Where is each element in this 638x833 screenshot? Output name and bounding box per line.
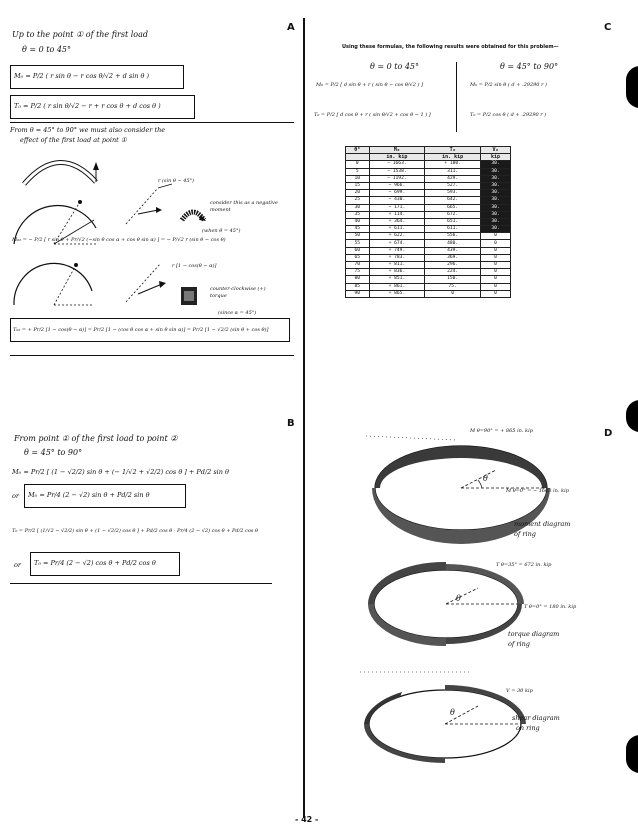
section-a-eq-m: M₀ = P/2 ( r sin θ − r cos θ/√2 + d sin θ ) — [14, 72, 150, 80]
shear-caption-1: shear diagram — [512, 714, 560, 722]
moment-min-label — [506, 488, 569, 494]
table-cell: 30. — [481, 168, 511, 175]
section-a-eq-t: T₀ = P/2 ( r sin θ/√2 − r + r cos θ + d cos θ ) — [14, 102, 161, 110]
table-cell: 480. — [425, 240, 481, 247]
note-counter-clockwise: counter-clockwise (+) torque — [210, 286, 266, 299]
table-cell: 150. — [425, 276, 481, 283]
torque-max-unit: in. kip — [535, 562, 552, 568]
torque-block-icon — [178, 284, 200, 308]
table-cell: 369. — [425, 254, 481, 261]
table-cell: 0 — [481, 262, 511, 269]
shear-unit: kip — [524, 688, 533, 694]
table-cell: 30. — [481, 175, 511, 182]
table-cell: 593. — [425, 190, 481, 197]
table-cell: 75. — [425, 283, 481, 290]
table-row — [346, 175, 511, 182]
table-row — [346, 204, 511, 211]
torque-caption-2: of ring — [508, 640, 530, 648]
section-b-eq-m-boxed: M₀ = Pr/4 (2 − √2) sin θ + Pd/2 sin θ — [28, 491, 150, 499]
note-when-theta: (when θ = 45°) — [202, 228, 241, 234]
torque-theta-symbol: θ — [456, 594, 461, 603]
note-since-alpha: (since α = 45°) — [218, 310, 257, 316]
table-cell: 50 — [346, 233, 370, 240]
table-cell: 40 — [346, 218, 370, 225]
table-cell: + 622. — [369, 233, 425, 240]
rule-a-mid — [10, 122, 294, 123]
torque-min-unit: in. kip — [560, 604, 577, 610]
table-cell: − 430. — [369, 197, 425, 204]
table-cell: + 851. — [369, 276, 425, 283]
table-cell: + 180. — [425, 161, 481, 168]
table-cell: − 966. — [369, 182, 425, 189]
rule-b-bottom — [10, 583, 272, 584]
table-cell: 0 — [346, 161, 370, 168]
table-cell: 30. — [481, 218, 511, 225]
ring-segment-sketch — [20, 148, 100, 188]
moment-min-unit: in. kip — [553, 488, 569, 494]
table-cell: 30. — [481, 190, 511, 197]
table-row — [346, 240, 511, 247]
results-header-t: T₀ — [425, 147, 481, 154]
table-cell: 296. — [425, 262, 481, 269]
table-cell: 0 — [481, 283, 511, 290]
section-c-eq-left-t: T₀ = P/2 [ d cos θ + r ( sin θ/√2 + cos θ − 1 ) ] — [314, 112, 431, 118]
table-cell: 60 — [346, 247, 370, 254]
moment-max-value: M θ=90° = + 865 — [470, 428, 516, 434]
table-cell: − 171. — [369, 204, 425, 211]
section-a-eq-m2: M₀₂ = − P/2 [ r sin θ + Pr/√2 (−sin θ cos α + cos θ sin α) ] = − P/√2 r (sin θ − cos θ) — [12, 237, 226, 243]
section-b-eq-t-boxed: T₀ = Pr/4 (2 − √2) cos θ + Pd/2 cos θ — [34, 559, 156, 567]
section-b-range: θ = 45° to 90° — [24, 448, 83, 457]
moment-max-label — [470, 428, 533, 434]
table-cell: + 861. — [369, 283, 425, 290]
moment-diagram — [366, 426, 556, 546]
table-row — [346, 226, 511, 233]
table-cell: − 699. — [369, 190, 425, 197]
results-unit-t: in. kip — [425, 154, 481, 161]
table-cell: 30 — [346, 204, 370, 211]
table-cell: 665. — [425, 204, 481, 211]
table-cell: 30. — [481, 204, 511, 211]
table-cell: + 749. — [369, 247, 425, 254]
table-cell: − 1538. — [369, 168, 425, 175]
table-cell: 0 — [481, 233, 511, 240]
center-divider — [303, 18, 305, 818]
table-cell: 80 — [346, 276, 370, 283]
table-cell: 556. — [425, 233, 481, 240]
table-cell: 611. — [425, 226, 481, 233]
table-cell: + 674. — [369, 240, 425, 247]
table-cell: 90 — [346, 290, 370, 297]
table-cell: 5 — [346, 168, 370, 175]
results-table-body — [346, 161, 511, 298]
section-a-eq-t2: T₀₂ = + Pr/2 [1 − cos(θ − α)] = Pr/2 [1 − (cos θ cos α + sin θ sin α)] = Pr/2 [1 − √2/2 (sin θ + cos θ)] — [13, 327, 269, 333]
quadrant-label-c: C — [604, 22, 612, 33]
table-cell: + 114. — [369, 211, 425, 218]
quadrant-label-a: A — [287, 22, 295, 33]
table-cell: 15 — [346, 182, 370, 189]
table-row — [346, 197, 511, 204]
shear-value: V = 30 — [506, 688, 524, 694]
table-cell: 439. — [425, 247, 481, 254]
section-b-eq-m-or: or — [12, 492, 20, 500]
table-cell: 0 — [481, 276, 511, 283]
rule-a-bottom — [10, 355, 294, 356]
table-row — [346, 218, 511, 225]
table-cell: 0 — [481, 269, 511, 276]
page-number: - 42 - — [295, 815, 319, 824]
shear-theta-symbol: θ — [450, 708, 455, 717]
section-c-left-range: θ = 0 to 45° — [370, 62, 419, 71]
results-unit-theta — [346, 154, 370, 161]
moment-max-unit: in. kip — [517, 428, 533, 434]
torque-max-label — [496, 562, 551, 568]
results-unit-m: in. kip — [369, 154, 425, 161]
section-c-eq-right-m: M₀ = P/2 sin θ ( d + .29290 r ) — [470, 82, 548, 88]
table-cell: + 811. — [369, 262, 425, 269]
table-row — [346, 211, 511, 218]
table-row — [346, 168, 511, 175]
table-cell: 0 — [425, 290, 481, 297]
section-c-eq-left-m: M₀ = P/2 [ d sin θ + r ( sin θ − cos θ/√2 ) ] — [316, 82, 423, 88]
force-vector-diagram-1 — [118, 180, 178, 230]
table-cell: 10 — [346, 175, 370, 182]
page-tab-top — [626, 66, 638, 108]
table-cell: 55 — [346, 240, 370, 247]
shear-diagram — [360, 668, 530, 768]
quadrant-label-b: B — [287, 418, 295, 429]
table-row — [346, 247, 511, 254]
shear-value-label — [506, 688, 533, 694]
force-vector-diagram-2 — [118, 258, 178, 308]
section-a-heading: Up to the point ① of the first load — [12, 30, 148, 39]
page-tab-bottom — [626, 735, 638, 773]
table-cell: 75 — [346, 269, 370, 276]
table-cell: 30. — [481, 226, 511, 233]
table-cell: 224. — [425, 269, 481, 276]
torque-min-value: T θ=0° = 180 — [524, 604, 559, 610]
table-cell: + 865. — [369, 290, 425, 297]
table-row — [346, 283, 511, 290]
table-row — [346, 269, 511, 276]
table-cell: 35 — [346, 211, 370, 218]
section-c-eq-right-t: T₀ = P/2 cos θ ( d + .29290 r ) — [470, 112, 547, 118]
table-cell: 85 — [346, 283, 370, 290]
section-b-eq-t-long: T₀ = Pr/2 [ (1/√2 − √2/2) sin θ + (1 − √2/2) cos θ ] + Pd/2 cos θ · Pr/4 (2 − √2) cos θ + Pd/2 cos θ — [12, 528, 259, 534]
table-cell: 0 — [481, 254, 511, 261]
section-b-eq-t-or: or — [14, 561, 22, 569]
table-cell: 25 — [346, 197, 370, 204]
table-row — [346, 161, 511, 168]
table-row — [346, 254, 511, 261]
quadrant-label-d: D — [604, 428, 613, 439]
results-header-theta: θ° — [346, 147, 370, 154]
section-b-heading: From point ① of the first load to point ② — [14, 434, 178, 443]
quarter-arc-diagram-2 — [10, 255, 100, 310]
table-row — [346, 290, 511, 297]
table-cell: 30. — [481, 211, 511, 218]
results-header-v: V₀ — [481, 147, 511, 154]
table-cell: 429. — [425, 175, 481, 182]
table-cell: 527. — [425, 182, 481, 189]
rule-c-divider — [456, 62, 457, 132]
table-row — [346, 233, 511, 240]
torque-diagram — [366, 560, 526, 650]
torque-caption-1: torque diagram — [508, 630, 560, 638]
table-cell: − 1663. — [369, 161, 425, 168]
table-cell: + 611. — [369, 226, 425, 233]
moment-min-value: M θ=0° = − 1663 — [506, 488, 552, 494]
table-cell: 30. — [481, 197, 511, 204]
table-cell: 0 — [481, 240, 511, 247]
table-cell: + 783. — [369, 254, 425, 261]
table-cell: 0 — [481, 247, 511, 254]
section-a-range: θ = 0 to 45° — [22, 45, 71, 54]
table-row — [346, 276, 511, 283]
table-cell: 672. — [425, 211, 481, 218]
moment-theta-symbol: θ — [483, 474, 488, 483]
section-b-eq-m-long: M₀ = Pr/2 [ (1 − √2/2) sin θ + (− 1/√2 + √2/2) cos θ ] + Pd/2 sin θ — [12, 468, 229, 476]
table-cell: 45 — [346, 226, 370, 233]
table-row — [346, 182, 511, 189]
table-cell: 0 — [481, 290, 511, 297]
page-tab-middle — [626, 400, 638, 432]
table-row — [346, 262, 511, 269]
section-a-from-line1: From θ = 45° to 90° we must also consider the — [10, 126, 166, 134]
shear-caption-2: on ring — [516, 724, 540, 732]
results-table-header — [346, 147, 511, 154]
section-c-intro: Using these formulas, the following results were obtained for this problem— — [342, 44, 559, 50]
table-cell: 30. — [481, 161, 511, 168]
table-cell: 311. — [425, 168, 481, 175]
table-cell: 30. — [481, 182, 511, 189]
section-a-from-line2: effect of the first load at point ① — [20, 136, 127, 144]
torque-min-label — [524, 604, 576, 610]
table-cell: 642. — [425, 197, 481, 204]
table-cell: 65 — [346, 254, 370, 261]
table-row — [346, 190, 511, 197]
note-negative-moment: consider this as a negative moment — [210, 200, 278, 213]
table-cell: − 1192. — [369, 175, 425, 182]
table-cell: 20 — [346, 190, 370, 197]
table-cell: + 364. — [369, 218, 425, 225]
table-cell: 651. — [425, 218, 481, 225]
section-c-right-range: θ = 45° to 90° — [500, 62, 559, 71]
results-unit-v: kip — [481, 154, 511, 161]
results-table — [345, 146, 511, 298]
moment-caption-1: moment diagram — [514, 520, 571, 528]
torque-max-value: T θ=35° = 672 — [496, 562, 534, 568]
table-cell: + 836. — [369, 269, 425, 276]
note-r-sin: r (sin θ − 45°) — [158, 178, 195, 184]
note-r-cos: r [1 − cos(θ − α)] — [172, 263, 217, 269]
table-cell: 70 — [346, 262, 370, 269]
results-table-units — [346, 154, 511, 161]
results-header-m: M₀ — [369, 147, 425, 154]
moment-caption-2: of ring — [514, 530, 536, 538]
negative-moment-icon — [180, 204, 206, 222]
